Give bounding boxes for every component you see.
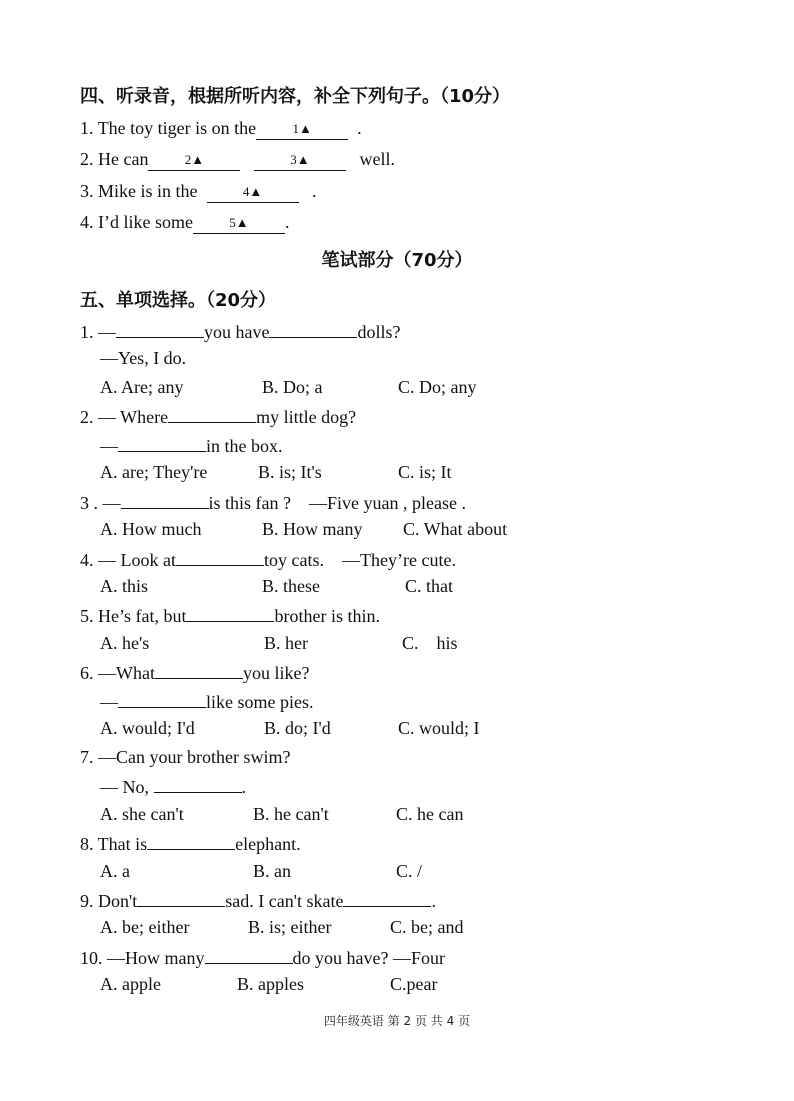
option-a[interactable]: A. are; They're [100,462,208,482]
item-number: 2. [80,149,94,169]
question-2: 2. — Where my little dog? [80,404,356,428]
choice-heading: 五、单项选择。（20分） [80,290,277,311]
item-number: 1. [80,118,94,138]
sentence-end: well. [359,149,395,169]
sentence-text: He can [98,149,149,169]
option-c[interactable]: C. Do; any [398,377,477,397]
sentence-end: . [357,118,362,138]
listening-heading: 四、听录音，根据所听内容，补全下列句子。（10分） [80,86,511,107]
answer-blank[interactable]: 5▲ [193,215,285,234]
answer-blank[interactable] [186,603,274,622]
option-b[interactable]: B. is; It's [258,462,322,482]
option-c[interactable]: C. / [396,861,423,881]
option-b[interactable]: B. apples [237,974,304,994]
option-b[interactable]: B. is; either [248,917,332,937]
question-2-reply: — in the box. [100,433,283,457]
answer-blank[interactable] [343,888,431,907]
answer-blank[interactable] [137,888,225,907]
written-part-title: 笔试部分（70分） [321,250,473,271]
listening-item-2 [80,148,395,171]
answer-blank[interactable]: 4▲ [207,184,299,203]
option-b[interactable]: B. her [264,633,308,653]
option-c[interactable]: C. would; I [398,718,480,738]
option-a[interactable]: A. he's [100,633,150,653]
answer-blank[interactable] [155,660,243,679]
answer-blank[interactable] [168,404,256,423]
listening-item-1 [80,117,362,140]
option-b[interactable]: B. an [253,861,291,881]
option-c[interactable]: C. What about [403,519,508,539]
answer-blank[interactable] [147,831,235,850]
question-9: 9. Don't sad. I can't skate . [80,888,436,912]
option-c[interactable]: C.pear [390,974,438,994]
question-6: 6. —What you like? [80,660,309,684]
listening-item-3 [80,180,317,203]
option-a[interactable]: A. she can't [100,804,184,824]
option-a[interactable]: A. be; either [100,917,190,937]
option-a[interactable]: A. apple [100,974,161,994]
answer-blank[interactable] [118,689,206,708]
question-6-reply: — like some pies. [100,689,313,713]
sentence-end: . [312,181,317,201]
answer-blank[interactable] [121,490,209,509]
option-b[interactable]: B. do; I'd [264,718,331,738]
option-a[interactable]: A. would; I'd [100,718,195,738]
question-8: 8. That is elephant. [80,831,301,855]
sentence-text: Mike is in the [98,181,198,201]
option-c[interactable]: C. his [402,633,458,653]
question-1: 1. — you have dolls? [80,319,400,343]
answer-blank[interactable] [118,433,206,452]
answer-blank[interactable] [154,774,242,793]
question-5: 5. He’s fat, but brother is thin. [80,603,380,627]
answer-blank[interactable]: 1▲ [256,121,348,140]
question-1-reply: —Yes, I do. [100,348,187,368]
sentence-end: . [284,212,290,232]
sentence-text: I’d like some [98,212,193,232]
answer-blank[interactable] [116,319,204,338]
question-4: 4. — Look at toy cats. —They’re cute. [80,547,456,571]
question-3: 3 . — is this fan ? —Five yuan , please . [80,490,466,514]
answer-blank[interactable] [205,945,293,964]
option-a[interactable]: A. a [100,861,130,881]
option-c[interactable]: C. is; It [398,462,452,482]
option-c[interactable]: C. be; and [390,917,464,937]
option-b[interactable]: B. Do; a [262,377,323,397]
question-10: 10. —How many do you have? —Four [80,945,445,969]
sentence-text: The toy tiger is on the [97,118,257,138]
question-7-reply: — No, . [100,774,246,798]
option-b[interactable]: B. How many [262,519,363,539]
page-footer: 四年级英语 第 2 页 共 4 页 [323,1014,471,1028]
option-c[interactable]: C. he can [396,804,464,824]
option-b[interactable]: B. he can't [253,804,329,824]
answer-blank[interactable]: 3▲ [254,152,346,171]
answer-blank[interactable] [269,319,357,338]
answer-blank[interactable]: 2▲ [148,152,240,171]
option-c[interactable]: C. that [405,576,453,596]
item-number: 4. [80,212,94,232]
question-7: 7. —Can your brother swim? [80,747,291,767]
option-b[interactable]: B. these [262,576,320,596]
listening-item-4 [80,211,289,234]
option-a[interactable]: A. this [100,576,149,596]
answer-blank[interactable] [176,547,264,566]
option-a[interactable]: A. Are; any [100,377,184,397]
item-number: 3. [80,181,94,201]
option-a[interactable]: A. How much [100,519,202,539]
